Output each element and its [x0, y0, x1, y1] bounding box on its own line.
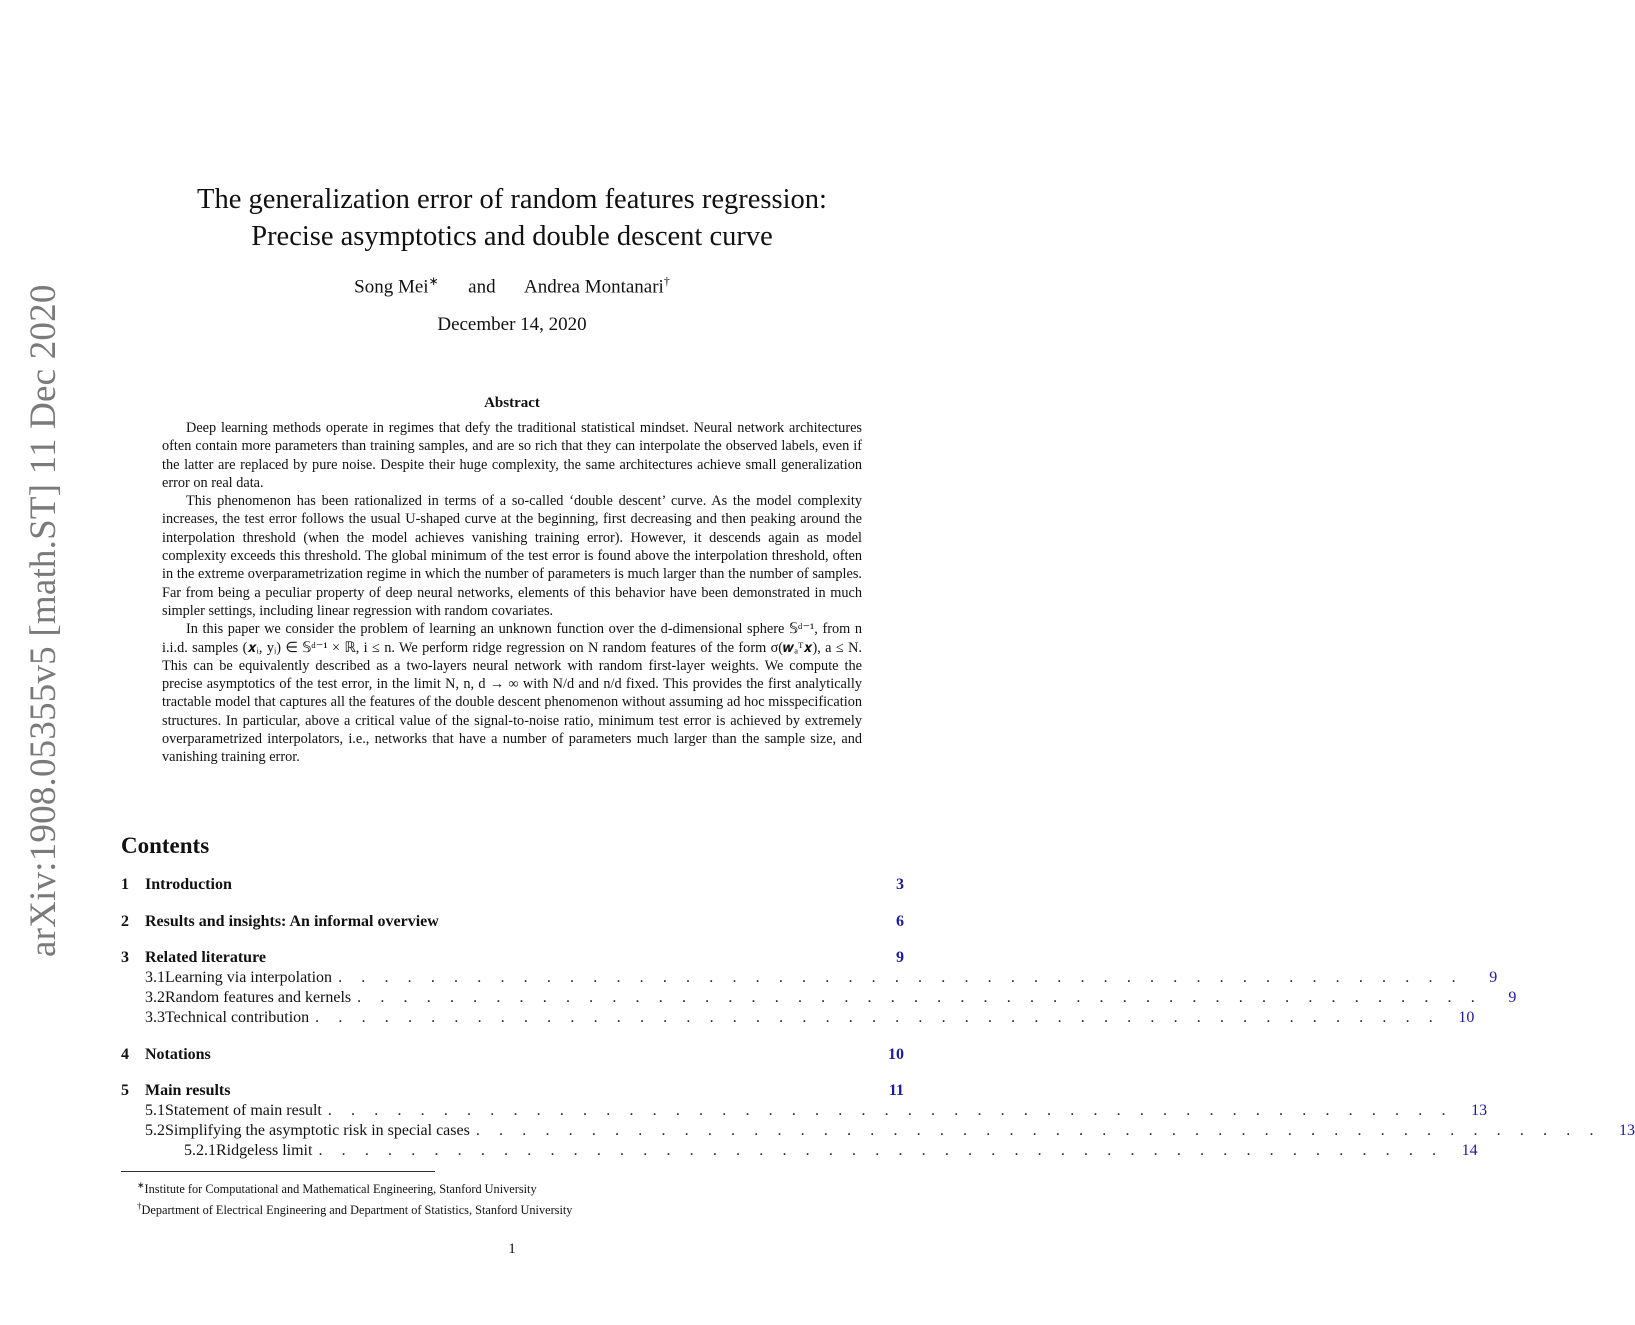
- footnote-1-mark: ∗: [137, 1180, 145, 1190]
- toc-leader-dots: . . . . . . . . . . . . . . . . . . . . . . . . . . . . . . . . . . . . . . . . . . . . . . . . .: [357, 989, 1483, 1006]
- toc-number: 3.3: [145, 1009, 165, 1026]
- toc-number: 3.1: [145, 969, 165, 986]
- toc-page-link[interactable]: 11: [888, 1082, 904, 1099]
- footnote-1: [137, 1177, 572, 1198]
- toc-entry[interactable]: [121, 1122, 1635, 1142]
- toc-page-link[interactable]: 9: [1508, 989, 1517, 1006]
- title-line-1: The generalization error of random features regression:: [197, 184, 827, 215]
- toc-entry[interactable]: [121, 1046, 904, 1066]
- toc-number: 5.2.1: [184, 1142, 216, 1159]
- toc-leader-dots: . . . . . . . . . . . . . . . . . . . . . . . . . . . . . . . . . . . . . . . . . . . . . . . . .: [338, 969, 1464, 986]
- arxiv-identifier-stamp: arXiv:1908.05355v5 [math.ST] 11 Dec 2020: [23, 284, 64, 957]
- toc-number: 1: [121, 876, 129, 893]
- author-list: [0, 274, 1024, 298]
- abstract-heading: Abstract: [484, 395, 540, 411]
- abstract-paragraph-3: In this paper we consider the problem of learning an unknown function over the d-dimensional sphere 𝕊ᵈ⁻¹, from n i.i.d. samples (𝒙ᵢ, yᵢ) ∈ 𝕊ᵈ⁻¹ × ℝ, i ≤ n. We perform ridge regression on N random features of the form σ(𝒘ₐᵀ𝒙), a ≤ N. This can be equivalently described as a two-layers neural network with random first-layer weights. We compute the precise asymptotics of the test error, in the limit N, n, d → ∞ with N/d and n/d fixed. This provides the first analytically tractable model that captures all the features of the double descent phenomenon without assuming ad hoc misspecification structures. In particular, above a critical value of the signal-to-noise ratio, minimum test error is achieved by extremely overparametrized interpolators, i.e., networks that have a number of parameters much larger than the sample size, and vanishing training error.: [162, 621, 862, 766]
- toc-page-link[interactable]: 10: [1458, 1009, 1475, 1026]
- toc-title: Learning via interpolation: [165, 969, 333, 986]
- toc-page-link[interactable]: 13: [1619, 1122, 1635, 1139]
- toc-entry[interactable]: [121, 949, 904, 969]
- toc-leader-dots: . . . . . . . . . . . . . . . . . . . . . . . . . . . . . . . . . . . . . . . . . . . . . . . . .: [327, 1102, 1454, 1119]
- toc-title: Simplifying the asymptotic risk in special cases: [165, 1122, 470, 1139]
- abstract-paragraph-1: Deep learning methods operate in regimes that defy the traditional statistical mindset. Neural network architectures often contain more parameters than training samples, and are so rich that they can interpolate the observed labels, even if the latter are replaced by pure noise. Despite their huge complexity, the same architectures achieve small generalization error on real data.: [162, 420, 862, 491]
- toc-number: 3.2: [145, 989, 165, 1006]
- toc-title: Technical contribution: [165, 1009, 310, 1026]
- toc-title: Related literature: [145, 949, 266, 966]
- footnote-rule: [121, 1171, 435, 1172]
- toc-leader-dots: . . . . . . . . . . . . . . . . . . . . . . . . . . . . . . . . . . . . . . . . . . . . . . . . .: [315, 1009, 1441, 1026]
- toc-entry[interactable]: [121, 1142, 1478, 1162]
- toc-entry[interactable]: [121, 876, 904, 896]
- author-montanari-mark: †: [663, 274, 670, 288]
- title-line-2: Precise asymptotics and double descent curve: [251, 221, 773, 252]
- toc-number: 2: [121, 912, 129, 930]
- toc-title: Ridgeless limit: [216, 1142, 313, 1159]
- page-number: 1: [508, 1241, 516, 1257]
- toc-title: Results and insights: An informal overview: [145, 912, 439, 930]
- toc-title: Random features and kernels: [165, 989, 352, 1006]
- toc-title: Statement of main result: [165, 1102, 322, 1119]
- paper-title: [0, 181, 1024, 255]
- toc-page-link[interactable]: 9: [896, 949, 904, 966]
- table-of-contents: [121, 876, 1635, 1162]
- abstract-body: [162, 419, 862, 767]
- toc-page-link[interactable]: 3: [896, 876, 904, 893]
- toc-title: Main results: [145, 1082, 231, 1099]
- footnote-2: [137, 1198, 572, 1219]
- footnote-2-text: Department of Electrical Engineering and Department of Statistics, Stanford University: [141, 1202, 573, 1217]
- paper-date: December 14, 2020: [437, 314, 587, 335]
- abstract-paragraph-2: This phenomenon has been rationalized in terms of a so-called ‘double descent’ curve. As the model complexity increases, the test error follows the usual U-shaped curve at the beginning, first decreasing and then peaking around the interpolation threshold (when the model achieves vanishing training error). However, it descends again as model complexity exceeds this threshold. The global minimum of the test error is found above the interpolation threshold, often in the extreme overparametrization regime in which the number of parameters is much larger than the number of samples. Far from being a peculiar property of deep neural networks, elements of this behavior have been demonstrated in much simpler settings, including linear regression with random covariates.: [162, 493, 862, 619]
- toc-page-link[interactable]: 6: [896, 912, 904, 930]
- toc-title: Notations: [145, 1045, 211, 1063]
- footnote-1-text: Institute for Computational and Mathematical Engineering, Stanford University: [144, 1182, 537, 1197]
- toc-title: Introduction: [145, 876, 232, 893]
- toc-leader-dots: . . . . . . . . . . . . . . . . . . . . . . . . . . . . . . . . . . . . . . . . . . . . . . . . .: [475, 1122, 1602, 1139]
- toc-page-link[interactable]: 14: [1461, 1142, 1478, 1159]
- toc-page-link[interactable]: 13: [1471, 1102, 1488, 1119]
- footnote-2-mark: †: [137, 1200, 142, 1211]
- contents-heading: Contents: [121, 833, 210, 858]
- toc-entry[interactable]: [121, 1082, 904, 1102]
- toc-number: 5.1: [145, 1102, 165, 1119]
- footnotes: [137, 1177, 572, 1218]
- toc-page-link[interactable]: 10: [888, 1045, 904, 1063]
- author-mei-mark: ∗: [428, 274, 439, 288]
- toc-page-link[interactable]: 9: [1489, 969, 1498, 986]
- author-montanari: Andrea Montanari: [524, 276, 664, 298]
- toc-number: 5.2: [145, 1122, 165, 1139]
- toc-entry[interactable]: [121, 969, 1498, 989]
- toc-entry[interactable]: [121, 989, 1517, 1009]
- toc-number: 4: [121, 1045, 129, 1063]
- toc-entry[interactable]: [121, 1102, 1488, 1122]
- author-joiner: and: [468, 276, 496, 298]
- toc-number: 5: [121, 1082, 129, 1099]
- toc-number: 3: [121, 949, 129, 966]
- toc-entry[interactable]: [121, 913, 904, 933]
- author-mei: Song Mei: [354, 276, 429, 298]
- toc-leader-dots: . . . . . . . . . . . . . . . . . . . . . . . . . . . . . . . . . . . . . . . . . . . . . . . . .: [318, 1142, 1444, 1159]
- toc-entry[interactable]: [121, 1009, 1475, 1029]
